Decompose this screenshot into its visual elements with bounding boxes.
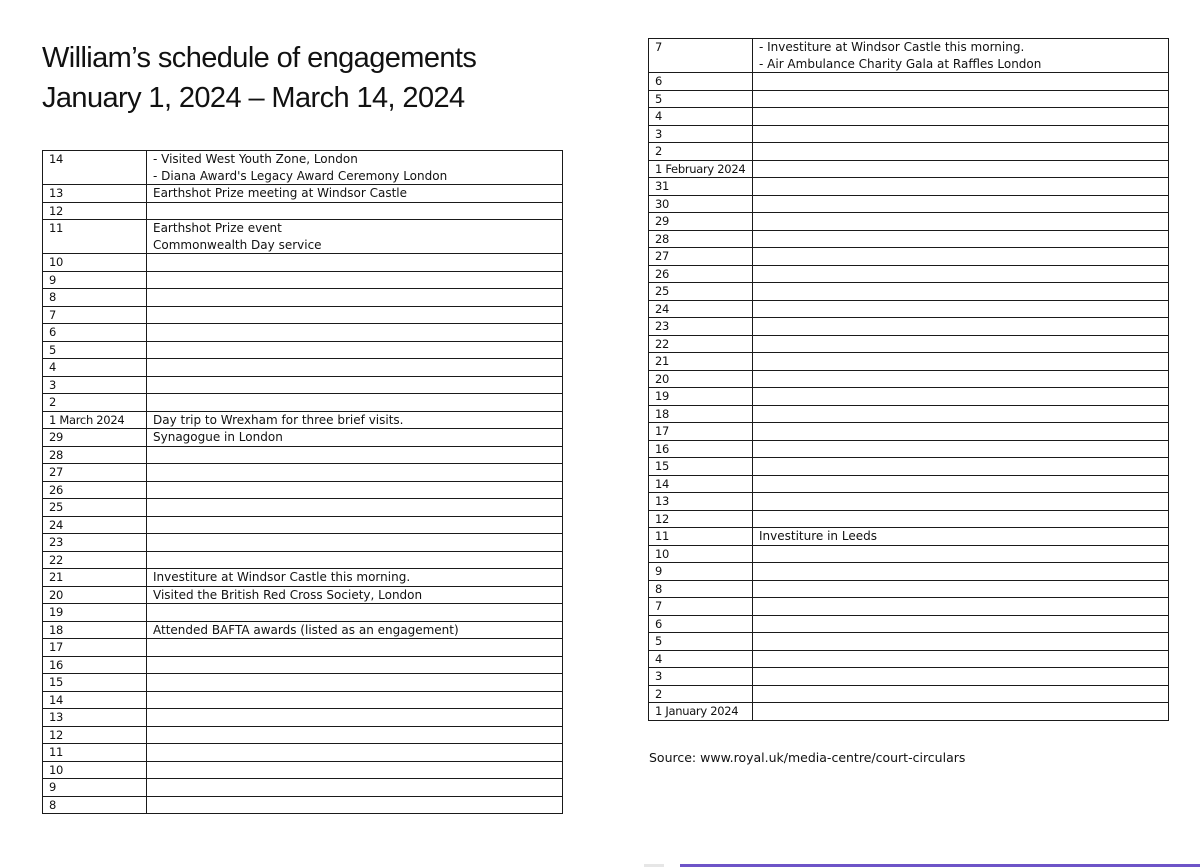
day-cell: 16 (43, 656, 147, 674)
engagement-cell (147, 691, 563, 709)
engagement-cell (147, 324, 563, 342)
table-row (649, 493, 1169, 511)
engagement-cell (147, 656, 563, 674)
engagement-cell (147, 674, 563, 692)
engagement-line: - Visited West Youth Zone, London (153, 152, 358, 166)
table-row (649, 668, 1169, 686)
engagement-line: - Diana Award's Legacy Award Ceremony London (153, 168, 448, 183)
engagement-cell (147, 621, 563, 639)
day-cell: 9 (649, 563, 753, 581)
day-cell: 8 (43, 796, 147, 814)
table-row (649, 73, 1169, 91)
day-cell: 21 (43, 569, 147, 587)
day-cell: 22 (43, 551, 147, 569)
engagement-cell (753, 73, 1169, 91)
day-cell: 5 (43, 341, 147, 359)
engagement-line: - Investiture at Windsor Castle this morning. (759, 40, 1025, 54)
day-cell: 5 (649, 633, 753, 651)
engagement-cell (147, 709, 563, 727)
engagement-cell (753, 90, 1169, 108)
engagement-line: Investiture at Windsor Castle this morning. (153, 570, 411, 584)
table-row (649, 685, 1169, 703)
engagement-cell (753, 108, 1169, 126)
engagement-cell (147, 220, 563, 254)
table-row (43, 691, 563, 709)
page-title (42, 38, 476, 118)
day-cell: 20 (649, 370, 753, 388)
day-cell: 18 (43, 621, 147, 639)
table-row (649, 318, 1169, 336)
engagement-cell (147, 779, 563, 797)
day-cell: 15 (43, 674, 147, 692)
table-row (43, 569, 563, 587)
day-cell: 10 (649, 545, 753, 563)
day-cell: 26 (649, 265, 753, 283)
engagement-cell (147, 744, 563, 762)
table-row (43, 796, 563, 814)
engagement-line: Investiture in Leeds (759, 529, 877, 543)
day-cell: 11 (649, 528, 753, 546)
day-cell: 17 (43, 639, 147, 657)
engagement-cell (147, 289, 563, 307)
day-cell: 25 (649, 283, 753, 301)
table-row (43, 534, 563, 552)
engagement-cell (753, 668, 1169, 686)
engagement-cell (753, 300, 1169, 318)
engagement-cell (753, 248, 1169, 266)
engagement-cell (753, 528, 1169, 546)
table-row (43, 639, 563, 657)
engagement-cell (753, 423, 1169, 441)
engagement-cell (147, 551, 563, 569)
day-cell: 21 (649, 353, 753, 371)
engagement-cell (753, 125, 1169, 143)
day-cell: 27 (649, 248, 753, 266)
day-cell: 22 (649, 335, 753, 353)
engagement-cell (147, 341, 563, 359)
table-row (649, 160, 1169, 178)
engagement-cell (147, 604, 563, 622)
engagement-cell (753, 650, 1169, 668)
table-row (43, 516, 563, 534)
engagement-cell (147, 481, 563, 499)
table-row (649, 650, 1169, 668)
engagement-cell (753, 545, 1169, 563)
day-cell: 17 (649, 423, 753, 441)
table-row (43, 429, 563, 447)
title-line-1: William’s schedule of engagements (42, 42, 477, 74)
day-cell: 4 (649, 108, 753, 126)
table-row (43, 289, 563, 307)
table-row (649, 265, 1169, 283)
table-row (43, 551, 563, 569)
day-cell: 24 (649, 300, 753, 318)
table-row (649, 335, 1169, 353)
table-row (649, 283, 1169, 301)
table-row (43, 656, 563, 674)
day-cell: 24 (43, 516, 147, 534)
engagement-cell (753, 685, 1169, 703)
engagement-cell (147, 306, 563, 324)
table-row (649, 248, 1169, 266)
engagement-cell (753, 510, 1169, 528)
table-row (43, 464, 563, 482)
table-row (649, 633, 1169, 651)
day-cell: 2 (43, 394, 147, 412)
day-cell: 28 (649, 230, 753, 248)
engagement-cell (753, 335, 1169, 353)
source-note: Source: www.royal.uk/media-centre/court-circulars (649, 750, 966, 765)
engagement-cell (753, 265, 1169, 283)
table-row (43, 341, 563, 359)
table-row (43, 499, 563, 517)
table-row (43, 411, 563, 429)
table-row (43, 394, 563, 412)
day-cell: 29 (649, 213, 753, 231)
day-cell: 25 (43, 499, 147, 517)
engagement-cell (147, 376, 563, 394)
day-cell: 3 (649, 668, 753, 686)
engagement-cell (753, 615, 1169, 633)
day-cell: 18 (649, 405, 753, 423)
table-row (43, 185, 563, 203)
engagement-cell (147, 202, 563, 220)
day-cell: 6 (649, 615, 753, 633)
day-cell: 13 (43, 709, 147, 727)
table-row (649, 353, 1169, 371)
table-row (649, 388, 1169, 406)
day-cell: 1 February 2024 (649, 160, 753, 178)
day-cell: 13 (43, 185, 147, 203)
table-row (43, 220, 563, 254)
day-cell: 28 (43, 446, 147, 464)
day-cell: 15 (649, 458, 753, 476)
table-row (649, 423, 1169, 441)
engagement-cell (753, 283, 1169, 301)
engagement-cell (147, 254, 563, 272)
table-row (649, 300, 1169, 318)
table-row (649, 475, 1169, 493)
table-row (43, 586, 563, 604)
engagement-line: Synagogue in London (153, 430, 283, 444)
table-row (43, 376, 563, 394)
day-cell: 12 (649, 510, 753, 528)
engagement-line: Earthshot Prize event (153, 221, 282, 235)
engagement-cell (147, 271, 563, 289)
table-row (43, 779, 563, 797)
engagement-line: Earthshot Prize meeting at Windsor Castle (153, 186, 407, 200)
engagement-cell (147, 446, 563, 464)
table-row (649, 703, 1169, 721)
engagement-cell (753, 213, 1169, 231)
table-row (649, 580, 1169, 598)
day-cell: 30 (649, 195, 753, 213)
engagement-cell (147, 359, 563, 377)
table-row (649, 563, 1169, 581)
table-row (649, 143, 1169, 161)
table-row (43, 254, 563, 272)
engagement-cell (753, 160, 1169, 178)
day-cell: 7 (649, 39, 753, 73)
day-cell: 8 (649, 580, 753, 598)
table-row (649, 108, 1169, 126)
table-row (43, 151, 563, 185)
engagement-cell (753, 493, 1169, 511)
day-cell: 29 (43, 429, 147, 447)
engagement-cell (753, 195, 1169, 213)
day-cell: 14 (43, 691, 147, 709)
engagement-cell (147, 726, 563, 744)
table-row (43, 621, 563, 639)
engagement-cell (147, 534, 563, 552)
engagement-cell (753, 633, 1169, 651)
engagement-cell (753, 475, 1169, 493)
table-row (649, 510, 1169, 528)
engagement-line: Commonwealth Day service (153, 237, 322, 252)
table-row (43, 744, 563, 762)
engagement-cell (753, 318, 1169, 336)
engagement-cell (753, 353, 1169, 371)
table-row (649, 615, 1169, 633)
table-row (43, 324, 563, 342)
engagement-cell (147, 499, 563, 517)
day-cell: 12 (43, 202, 147, 220)
table-row (43, 359, 563, 377)
table-row (43, 674, 563, 692)
table-row (649, 545, 1169, 563)
day-cell: 10 (43, 254, 147, 272)
day-cell: 9 (43, 779, 147, 797)
day-cell: 7 (43, 306, 147, 324)
day-cell: 27 (43, 464, 147, 482)
table-row (43, 446, 563, 464)
day-cell: 26 (43, 481, 147, 499)
table-row (43, 481, 563, 499)
engagement-cell (147, 185, 563, 203)
title-line-2: January 1, 2024 – March 14, 2024 (42, 82, 465, 114)
day-cell: 19 (649, 388, 753, 406)
day-cell: 11 (43, 744, 147, 762)
engagement-cell (147, 516, 563, 534)
table-row (649, 440, 1169, 458)
engagement-line: Attended BAFTA awards (listed as an engagement) (153, 622, 459, 637)
table-row (43, 604, 563, 622)
day-cell: 6 (43, 324, 147, 342)
engagement-line: Day trip to Wrexham for three brief visits. (153, 412, 404, 427)
day-cell: 3 (649, 125, 753, 143)
day-cell: 31 (649, 178, 753, 196)
engagement-cell (753, 39, 1169, 73)
engagement-cell (753, 143, 1169, 161)
table-row (649, 39, 1169, 73)
engagement-cell (753, 563, 1169, 581)
engagement-cell (147, 761, 563, 779)
table-row (649, 195, 1169, 213)
engagement-cell (147, 464, 563, 482)
schedule-table-february-january (648, 38, 1169, 721)
table-row (649, 125, 1169, 143)
engagement-line: Visited the British Red Cross Society, London (153, 587, 423, 602)
schedule-table-march-february (42, 150, 563, 814)
day-cell: 9 (43, 271, 147, 289)
day-cell: 11 (43, 220, 147, 254)
engagement-cell (753, 370, 1169, 388)
table-row (43, 202, 563, 220)
engagement-cell (147, 639, 563, 657)
day-cell: 23 (649, 318, 753, 336)
engagement-cell (147, 151, 563, 185)
engagement-cell (753, 405, 1169, 423)
table-row (649, 528, 1169, 546)
day-cell: 16 (649, 440, 753, 458)
table-row (43, 306, 563, 324)
engagement-cell (753, 458, 1169, 476)
engagement-cell (753, 178, 1169, 196)
day-cell: 14 (43, 151, 147, 185)
day-cell: 14 (649, 475, 753, 493)
table-row (649, 213, 1169, 231)
table-row (43, 726, 563, 744)
day-cell: 19 (43, 604, 147, 622)
day-cell: 23 (43, 534, 147, 552)
day-cell: 1 January 2024 (649, 703, 753, 721)
engagement-cell (753, 230, 1169, 248)
table-row (649, 230, 1169, 248)
engagement-cell (753, 598, 1169, 616)
table-row (649, 370, 1169, 388)
day-cell: 3 (43, 376, 147, 394)
day-cell: 2 (649, 143, 753, 161)
table-row (649, 90, 1169, 108)
day-cell: 6 (649, 73, 753, 91)
engagement-cell (147, 411, 563, 429)
day-cell: 4 (43, 359, 147, 377)
engagement-line: - Air Ambulance Charity Gala at Raffles London (759, 56, 1042, 71)
table-row (649, 405, 1169, 423)
table-row (43, 271, 563, 289)
engagement-cell (753, 388, 1169, 406)
right-table-body (649, 39, 1169, 721)
day-cell: 12 (43, 726, 147, 744)
table-row (649, 598, 1169, 616)
table-row (43, 709, 563, 727)
day-cell: 10 (43, 761, 147, 779)
table-row (649, 458, 1169, 476)
engagement-cell (147, 796, 563, 814)
engagement-cell (147, 429, 563, 447)
table-row (649, 178, 1169, 196)
day-cell: 4 (649, 650, 753, 668)
engagement-cell (147, 569, 563, 587)
table-row (43, 761, 563, 779)
day-cell: 20 (43, 586, 147, 604)
day-cell: 1 March 2024 (43, 411, 147, 429)
day-cell: 7 (649, 598, 753, 616)
engagement-cell (753, 703, 1169, 721)
day-cell: 8 (43, 289, 147, 307)
day-cell: 2 (649, 685, 753, 703)
day-cell: 13 (649, 493, 753, 511)
engagement-cell (753, 580, 1169, 598)
engagement-cell (147, 586, 563, 604)
engagement-cell (753, 440, 1169, 458)
engagement-cell (147, 394, 563, 412)
left-table-body (43, 151, 563, 814)
day-cell: 5 (649, 90, 753, 108)
